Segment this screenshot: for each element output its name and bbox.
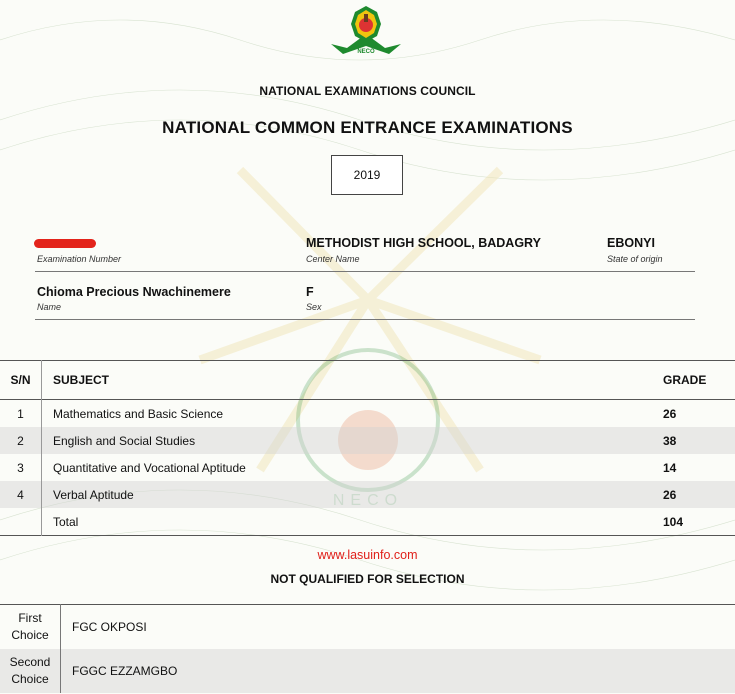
- center-name: METHODIST HIGH SCHOOL, BADAGRY: [306, 236, 541, 250]
- council-name: NATIONAL EXAMINATIONS COUNCIL: [259, 84, 476, 98]
- choice-value: FGC OKPOSI: [72, 620, 147, 634]
- divider: [35, 271, 695, 272]
- row-sn: 3: [0, 454, 42, 481]
- results-table: [0, 360, 735, 536]
- row-grade: 38: [663, 433, 677, 448]
- divider: [35, 319, 695, 320]
- selection-status: NOT QUALIFIED FOR SELECTION: [270, 572, 465, 586]
- school-choices-table: [0, 604, 735, 693]
- choice-label-line2: Choice: [11, 672, 49, 686]
- table-row: [0, 427, 735, 454]
- exam-title: NATIONAL COMMON ENTRANCE EXAMINATIONS: [162, 118, 573, 137]
- row-subject: Quantitative and Vocational Aptitude: [53, 460, 246, 475]
- sn-header: S/N: [0, 361, 42, 400]
- candidate-name: Chioma Precious Nwachinemere: [37, 285, 231, 299]
- total-grade: 104: [663, 514, 684, 529]
- website-link[interactable]: www.lasuinfo.com: [317, 548, 418, 562]
- name-caption: Name: [37, 302, 62, 312]
- total-sn-empty: [0, 508, 42, 536]
- table-row: [0, 481, 735, 508]
- state-of-origin: EBONYI: [607, 236, 655, 250]
- svg-text:NECO: NECO: [332, 492, 404, 509]
- choice-label: [0, 649, 61, 693]
- logo-text: NECO: [357, 49, 375, 55]
- grade-header: GRADE: [663, 373, 707, 387]
- row-grade: 26: [663, 487, 677, 502]
- candidate-sex: F: [306, 285, 314, 299]
- table-row: [0, 400, 735, 428]
- choice-label-line1: First: [18, 611, 42, 625]
- row-sn: 2: [0, 427, 42, 454]
- subject-header: SUBJECT: [53, 373, 110, 387]
- total-label: Total: [53, 514, 79, 529]
- row-subject: Mathematics and Basic Science: [53, 406, 224, 421]
- row-grade: 14: [663, 460, 677, 475]
- exam-number-caption: Examination Number: [37, 254, 122, 264]
- neco-logo: [327, 4, 405, 56]
- table-header-row: [0, 361, 735, 400]
- row-subject: Verbal Aptitude: [53, 487, 134, 502]
- row-sn: 4: [0, 481, 42, 508]
- choice-label-line1: Second: [9, 655, 51, 669]
- redacted-exam-number: [34, 239, 96, 248]
- center-caption: Center Name: [306, 254, 360, 264]
- table-row: [0, 454, 735, 481]
- exam-year: 2019: [331, 155, 403, 195]
- state-caption: State of origin: [607, 254, 663, 264]
- choice-label: [0, 605, 61, 650]
- choice-row: [0, 605, 735, 650]
- row-grade: 26: [663, 406, 677, 421]
- row-subject: English and Social Studies: [53, 433, 196, 448]
- choice-label-line2: Choice: [11, 628, 49, 642]
- sex-caption: Sex: [306, 302, 322, 312]
- choice-value: FGGC EZZAMGBO: [72, 664, 178, 678]
- total-row: [0, 508, 735, 536]
- choice-row: [0, 649, 735, 693]
- row-sn: 1: [0, 400, 42, 428]
